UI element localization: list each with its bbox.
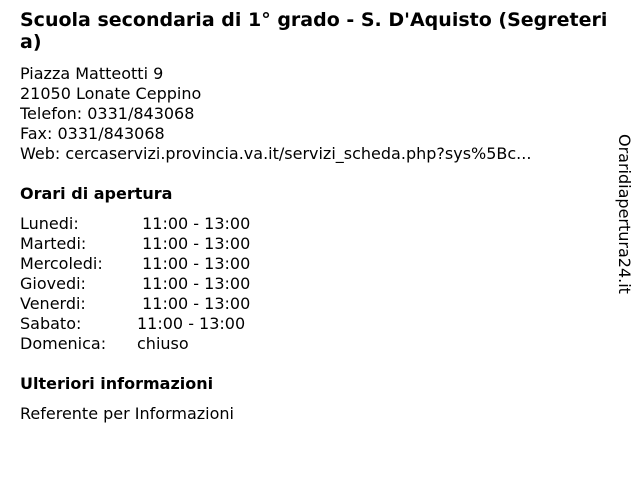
opening-hours-table: [20, 214, 250, 354]
time-value: 11:00 - 13:00: [137, 314, 246, 333]
day-label: Giovedi:: [20, 274, 86, 293]
day-label: Mercoledi:: [20, 254, 103, 273]
day-label: Sabato:: [20, 314, 82, 333]
hours-row-friday: [20, 294, 250, 314]
site-watermark: Oraridiapertura24.it: [615, 134, 634, 294]
time-value: 11:00 - 13:00: [137, 274, 251, 293]
time-value: chiuso: [137, 334, 189, 353]
time-value: 11:00 - 13:00: [137, 234, 251, 253]
time-value: 11:00 - 13:00: [137, 214, 251, 233]
day-label: Domenica:: [20, 334, 107, 353]
further-info-heading: Ulteriori informazioni: [20, 374, 214, 393]
address-block: [20, 64, 610, 164]
hours-row-wednesday: [20, 254, 250, 274]
hours-row-thursday: [20, 274, 250, 294]
hours-row-monday: [20, 214, 250, 234]
street-address: Piazza Matteotti 9: [20, 64, 164, 83]
time-value: 11:00 - 13:00: [137, 254, 251, 273]
day-label: Martedi:: [20, 234, 87, 253]
phone-number: Telefon: 0331/843068: [20, 104, 195, 123]
opening-hours-heading: Orari di apertura: [20, 184, 173, 203]
day-label: Venerdi:: [20, 294, 86, 313]
hours-row-saturday: [20, 314, 250, 334]
hours-row-sunday: [20, 334, 250, 354]
hours-row-tuesday: [20, 234, 250, 254]
fax-number: Fax: 0331/843068: [20, 124, 165, 143]
day-label: Lunedi:: [20, 214, 79, 233]
page-title: Scuola secondaria di 1° grado - S. D'Aquisto (Segreteria): [20, 9, 608, 53]
city-address: 21050 Lonate Ceppino: [20, 84, 202, 103]
web-link[interactable]: Web: cercaservizi.provincia.va.it/servizi_scheda.php?sys%5Bc...: [20, 144, 532, 163]
time-value: 11:00 - 13:00: [137, 294, 251, 313]
further-info-text: Referente per Informazioni: [20, 404, 234, 423]
